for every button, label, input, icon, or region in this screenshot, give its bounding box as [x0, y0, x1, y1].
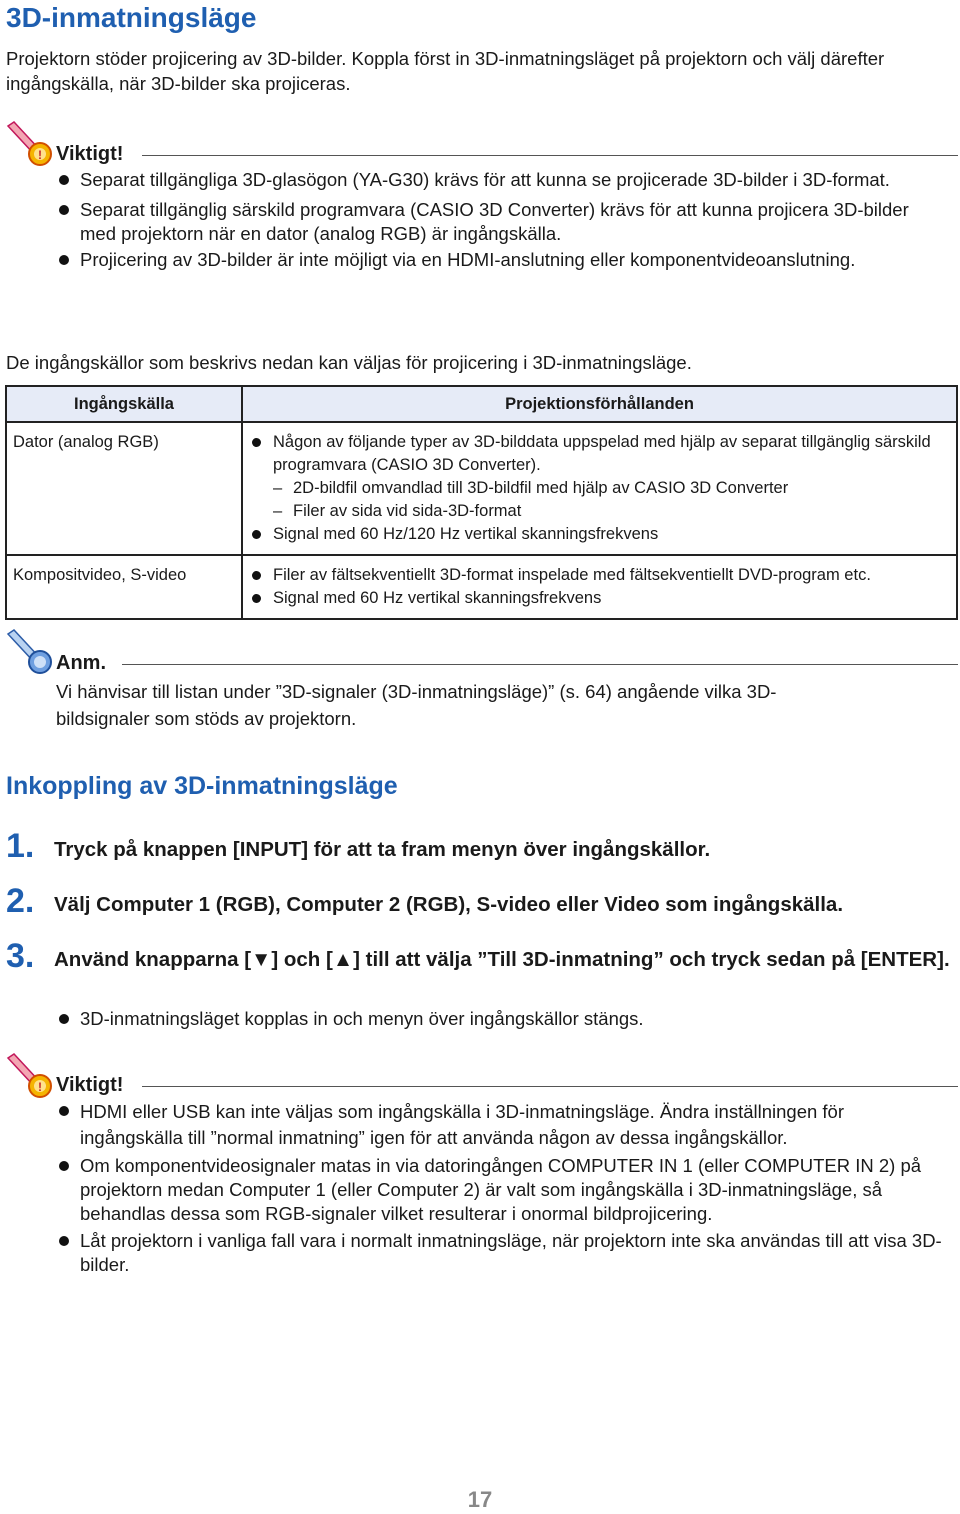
- table-cell-conditions: [242, 555, 957, 619]
- pencil-warning-icon: [4, 1052, 54, 1100]
- column-header-conditions: Projektionsförhållanden: [242, 386, 957, 422]
- list-item: Filer av fältsekventiellt 3D-format inspelade med fältsekventiellt DVD-program etc.: [249, 564, 950, 587]
- table-intro: De ingångskällor som beskrivs nedan kan väljas för projicering i 3D-inmatningsläge.: [6, 352, 692, 373]
- table-cell-conditions: [242, 422, 957, 555]
- list-item: Om komponentvideosignaler matas in via datoringången COMPUTER IN 1 (eller COMPUTER IN 2) på projektorn medan Computer 1 (eller Computer 2) är valt som ingångskälla i 3D-inmatningsläge, så behandlas dessa som RGB-signaler vilket resulterar i onormal bildprojicering.: [56, 1154, 951, 1226]
- step-number: 3.: [6, 937, 35, 975]
- table-header-row: [6, 386, 957, 422]
- list-item: 3D-inmatningsläget kopplas in och menyn över ingångskällor stängs.: [56, 1007, 946, 1031]
- column-header-source: Ingångskälla: [6, 386, 242, 422]
- step-number: 1.: [6, 827, 35, 865]
- list-item: Signal med 60 Hz/120 Hz vertikal skanningsfrekvens: [249, 523, 950, 546]
- note-title: Anm.: [56, 652, 106, 674]
- important-title: Viktigt!: [56, 143, 124, 165]
- step-text: Använd knapparna [▼] och [▲] till att välja ”Till 3D-inmatning” och tryck sedan på [ENTER].: [54, 948, 950, 971]
- page-number: 17: [467, 1487, 493, 1512]
- table-row: [6, 555, 957, 619]
- table-row: [6, 422, 957, 555]
- step-3-result: [56, 1007, 946, 1031]
- list-item: Låt projektorn i vanliga fall vara i normalt inmatningsläge, när projektorn inte ska användas till att visa 3D-bilder.: [56, 1229, 951, 1277]
- list-subitem: – 2D-bildfil omvandlad till 3D-bildfil med hjälp av CASIO 3D Converter: [249, 477, 950, 500]
- divider: [142, 155, 958, 156]
- table-cell-source: Dator (analog RGB): [6, 422, 242, 555]
- important-list: [56, 1099, 951, 1277]
- list-item: Projicering av 3D-bilder är inte möjligt via en HDMI-anslutning eller komponentvideoanslutning.: [56, 248, 946, 272]
- divider: [142, 1086, 958, 1087]
- svg-text:!: !: [38, 148, 42, 162]
- divider: [122, 664, 958, 665]
- step-text: Välj Computer 1 (RGB), Computer 2 (RGB), S-video eller Video som ingångskälla.: [54, 893, 844, 916]
- section-title: Inkoppling av 3D-inmatningsläge: [6, 772, 398, 800]
- input-source-table: [5, 385, 958, 620]
- intro-paragraph: Projektorn stöder projicering av 3D-bilder. Koppla först in 3D-inmatningsläget på projektorn och välj därefter ingångskälla, när 3D-bilder ska projiceras.: [6, 48, 885, 94]
- pencil-note-icon: [4, 628, 54, 676]
- list-item: Separat tillgänglig särskild programvara (CASIO 3D Converter) krävs för att kunna projicera 3D-bilder med projektorn när en dator (analog RGB) är ingångskälla.: [56, 198, 946, 246]
- list-item: HDMI eller USB kan inte väljas som ingångskälla i 3D-inmatningsläge. Ändra inställningen för ingångskälla till ”normal inmatning” igen för att använda någon av dessa ingångskällor.: [56, 1099, 951, 1151]
- pencil-warning-icon: [4, 120, 54, 168]
- svg-text:!: !: [38, 1080, 42, 1094]
- page-title: 3D-inmatningsläge: [6, 2, 257, 33]
- list-subitem: – Filer av sida vid sida-3D-format: [249, 500, 950, 523]
- list-item: Separat tillgängliga 3D-glasögon (YA-G30) krävs för att kunna se projicerade 3D-bilder i 3D-format.: [56, 168, 946, 192]
- step-number: 2.: [6, 882, 35, 920]
- note-text: Vi hänvisar till listan under ”3D-signaler (3D-inmatningsläge)” (s. 64) angående vilka 3D-bildsignaler som stöds av projektorn.: [56, 681, 777, 729]
- important-list: [56, 168, 946, 272]
- table-cell-source: Kompositvideo, S-video: [6, 555, 242, 619]
- step-text: Tryck på knappen [INPUT] för att ta fram menyn över ingångskällor.: [54, 838, 711, 861]
- important-title: Viktigt!: [56, 1074, 124, 1096]
- list-item: Någon av följande typer av 3D-bilddata uppspelad med hjälp av separat tillgänglig särskild programvara (CASIO 3D Converter).: [249, 431, 950, 477]
- list-item: Signal med 60 Hz vertikal skanningsfrekvens: [249, 587, 950, 610]
